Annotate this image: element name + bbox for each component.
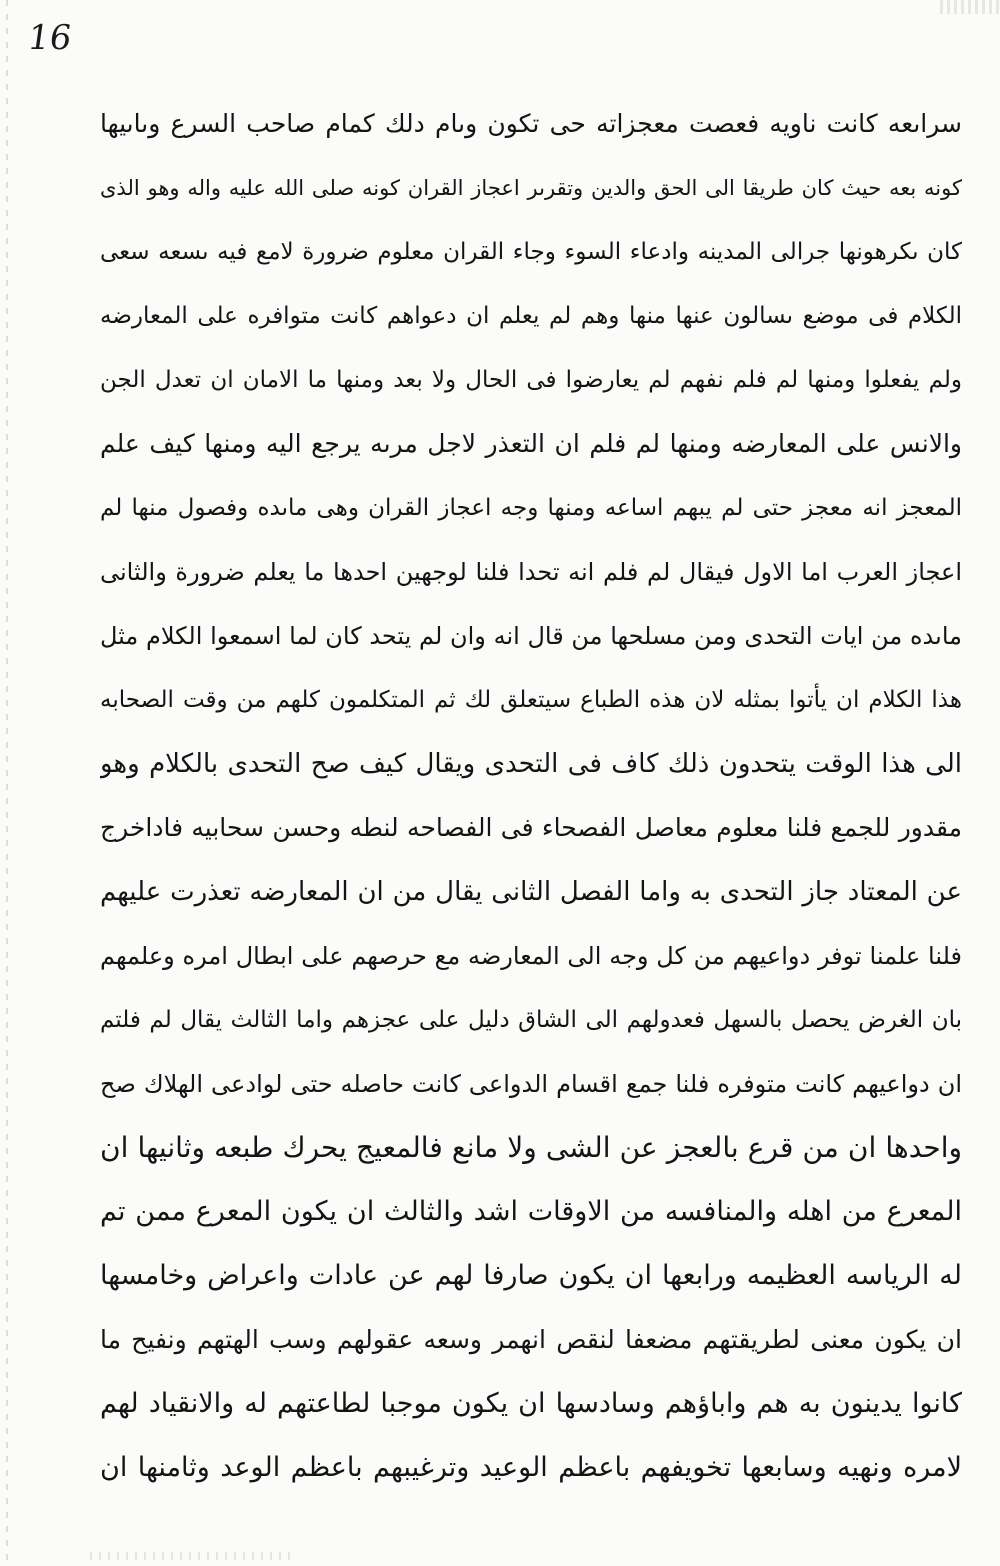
manuscript-line: كانوا يدينون به هم واباؤهم وسادسها ان يكون موجبا لطاعتهم له والانقياد لهم [100, 1388, 962, 1419]
manuscript-line: ولم يفعلوا ومنها لم فلم نفهم لم يعارضوا فى الحال ولا بعد ومنها ما الامان ان تعدل الجن [100, 367, 962, 393]
manuscript-line: الكلام فى موضع ىسالون عنها منها وهم لم يعلم ان دعواهم كانت متوافره على المعارضه [100, 303, 962, 329]
scan-corner-marks [940, 0, 1000, 14]
manuscript-line: هذا الكلام ان يأتوا بمثله لان هذه الطباع سيتعلق لك ثم المتكلمون كلهم من وقت الصحابه [100, 687, 962, 713]
manuscript-line: ان يكون معنى لطريقتهم مضعفا لنقص انهمر وسعه عقولهم وسب الهتهم ونفيح ما [100, 1325, 962, 1354]
manuscript-line: لامره ونهيه وسابعها تخويفهم باعظم الوعيد وترغيبهم باعظم الوعد وثامنها ان [100, 1452, 962, 1483]
manuscript-line: بان الغرض يحصل بالسهل فعدولهم الى الشاق دليل على عجزهم واما الثالث يقال لم فلتم [100, 1007, 962, 1033]
manuscript-line: عن المعتاد جاز التحدى به واما الفصل الثانى يقال من ان المعارضه تعذرت عليهم [100, 877, 962, 907]
manuscript-line: الى هذا الوقت يتحدون ذلك كاف فى التحدى ويقال كيف صح التحدى بالكلام وهو [100, 749, 962, 779]
manuscript-line: كونه بعه حيث كان طريقا الى الحق والدين وتقرىر اعجاز القران كونه صلى الله عليه واله وهو الذى [100, 176, 962, 200]
scan-edge-marks [6, 0, 8, 1566]
manuscript-line: اعجاز العرب اما الاول فيقال لم فلم انه تحدا فلنا لوجهين احدها ما يعلم ضرورة والثانى [100, 558, 962, 586]
manuscript-line: ماىده من ايات التحدى ومن مسلحها من قال انه وان لم يتحد كان لما اسمعوا الكلام مثل [100, 622, 962, 650]
page-number: 16 [25, 18, 75, 58]
manuscript-line: سراىعه كانت ناويه فعصت معجزاته حى تكون وىام دلك كمام صاحب السرع وىاىيها [100, 109, 962, 138]
manuscript-line: كان ىكرهونها جرالى المدينه وادعاء السوء وجاء القران معلوم ضرورة لامع فيه ىسعه سعى [100, 239, 962, 265]
manuscript-line: فلنا علمنا توفر دواعيهم من كل وجه الى المعارضه مع حرصهم على ابطال امره وعلمهم [100, 942, 962, 970]
manuscript-line: والانس على المعارضه ومنها لم فلم ان التعذر لاجل مرىه يرجع اليه ومنها كيف علم [100, 429, 962, 458]
manuscript-line: واحدها ان من قرع بالعجز عن الشى ولا مانع فالمعيج يحرك طبعه وثانيها ان [100, 1131, 962, 1164]
manuscript-line: المعرع من اهله والمنافسه من الاوقات اشد والثالث ان يكون المعرع ممن تم [100, 1196, 962, 1227]
manuscript-line: له الرياسه العظيمه ورابعها ان يكون صارفا لهم عن عادات واعراض وخامسها [100, 1260, 962, 1291]
manuscript-line: مقدور للجمع فلنا معلوم معاصل الفصحاء فى الفصاحه لنطه وحسن سحابيه فاداخرج [100, 813, 962, 842]
manuscript-line: ان دواعيهم كانت متوفره فلنا جمع اقسام الدواعى كانت حاصله حتى لوادعى الهلاك صح [100, 1070, 962, 1098]
manuscript-text-body [100, 92, 962, 1500]
manuscript-line: المعجز انه معجز حتى لم يبهم اساعه ومنها وجه اعجاز القران وهى ماىده وفصول منها لم [100, 495, 962, 521]
scan-bottom-marks [90, 1552, 290, 1560]
